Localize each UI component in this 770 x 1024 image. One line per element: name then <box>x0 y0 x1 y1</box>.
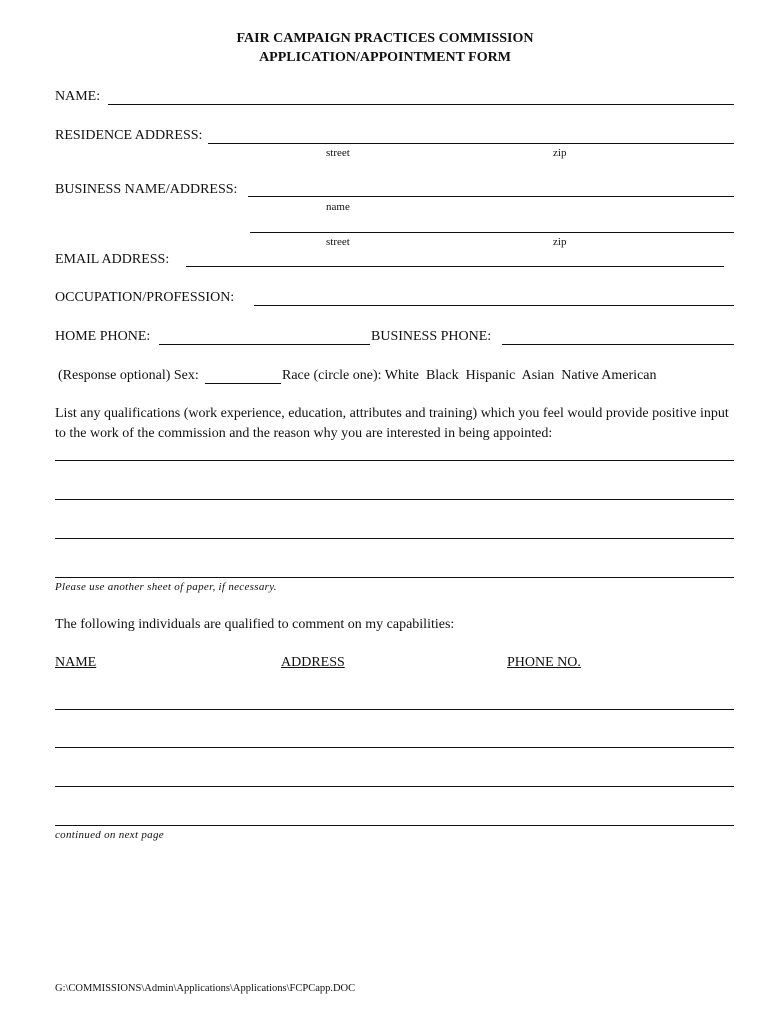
business-name-field-line[interactable] <box>248 196 734 197</box>
references-col-name: NAME <box>55 655 97 670</box>
business-phone-field-line[interactable] <box>502 344 734 345</box>
race-options[interactable]: Race (circle one): White Black Hispanic Asian Native American <box>282 368 657 383</box>
reference-line-4[interactable] <box>55 825 734 826</box>
sex-label: (Response optional) Sex: <box>58 368 199 383</box>
references-intro: The following individuals are qualified to comment on my capabilities: <box>55 617 455 632</box>
business-zip-sublabel: zip <box>553 236 567 248</box>
extra-sheet-note: Please use another sheet of paper, if necessary. <box>55 581 277 593</box>
reference-line-3[interactable] <box>55 786 734 787</box>
file-path-footer: G:\COMMISSIONS\Admin\Applications\Applications\FCPCapp.DOC <box>55 983 356 994</box>
occupation-label: OCCUPATION/PROFESSION: <box>55 290 235 305</box>
residence-label: RESIDENCE ADDRESS: <box>55 128 203 143</box>
residence-street-sublabel: street <box>326 147 350 159</box>
qualifications-line-2[interactable] <box>55 499 734 500</box>
business-street-sublabel: street <box>326 236 350 248</box>
references-col-address: ADDRESS <box>281 655 345 670</box>
business-phone-label: BUSINESS PHONE: <box>371 329 492 344</box>
qualifications-line-1[interactable] <box>55 460 734 461</box>
qualifications-line-3[interactable] <box>55 538 734 539</box>
email-label: EMAIL ADDRESS: <box>55 252 170 267</box>
home-phone-field-line[interactable] <box>159 344 370 345</box>
qualifications-prompt-line1: List any qualifications (work experience, education, attributes and training) which you feel would provide positive input <box>55 406 729 421</box>
references-col-phone: PHONE NO. <box>507 655 581 670</box>
name-field-line[interactable] <box>108 104 734 105</box>
name-label: NAME: <box>55 89 101 104</box>
home-phone-label: HOME PHONE: <box>55 329 151 344</box>
sex-field-line[interactable] <box>205 383 281 384</box>
email-field-line[interactable] <box>186 266 724 267</box>
continued-note: continued on next page <box>55 829 164 841</box>
form-subtitle: APPLICATION/APPOINTMENT FORM <box>259 50 511 65</box>
reference-line-2[interactable] <box>55 747 734 748</box>
reference-line-1[interactable] <box>55 709 734 710</box>
residence-zip-sublabel: zip <box>553 147 567 159</box>
form-title: FAIR CAMPAIGN PRACTICES COMMISSION <box>236 31 534 46</box>
residence-field-line[interactable] <box>208 143 734 144</box>
occupation-field-line[interactable] <box>254 305 734 306</box>
qualifications-prompt-line2: to the work of the commission and the reason why you are interested in being appointed: <box>55 426 553 441</box>
business-address-field-line[interactable] <box>250 232 734 233</box>
business-name-sublabel: name <box>326 201 350 213</box>
qualifications-line-4[interactable] <box>55 577 734 578</box>
business-label: BUSINESS NAME/ADDRESS: <box>55 182 238 197</box>
